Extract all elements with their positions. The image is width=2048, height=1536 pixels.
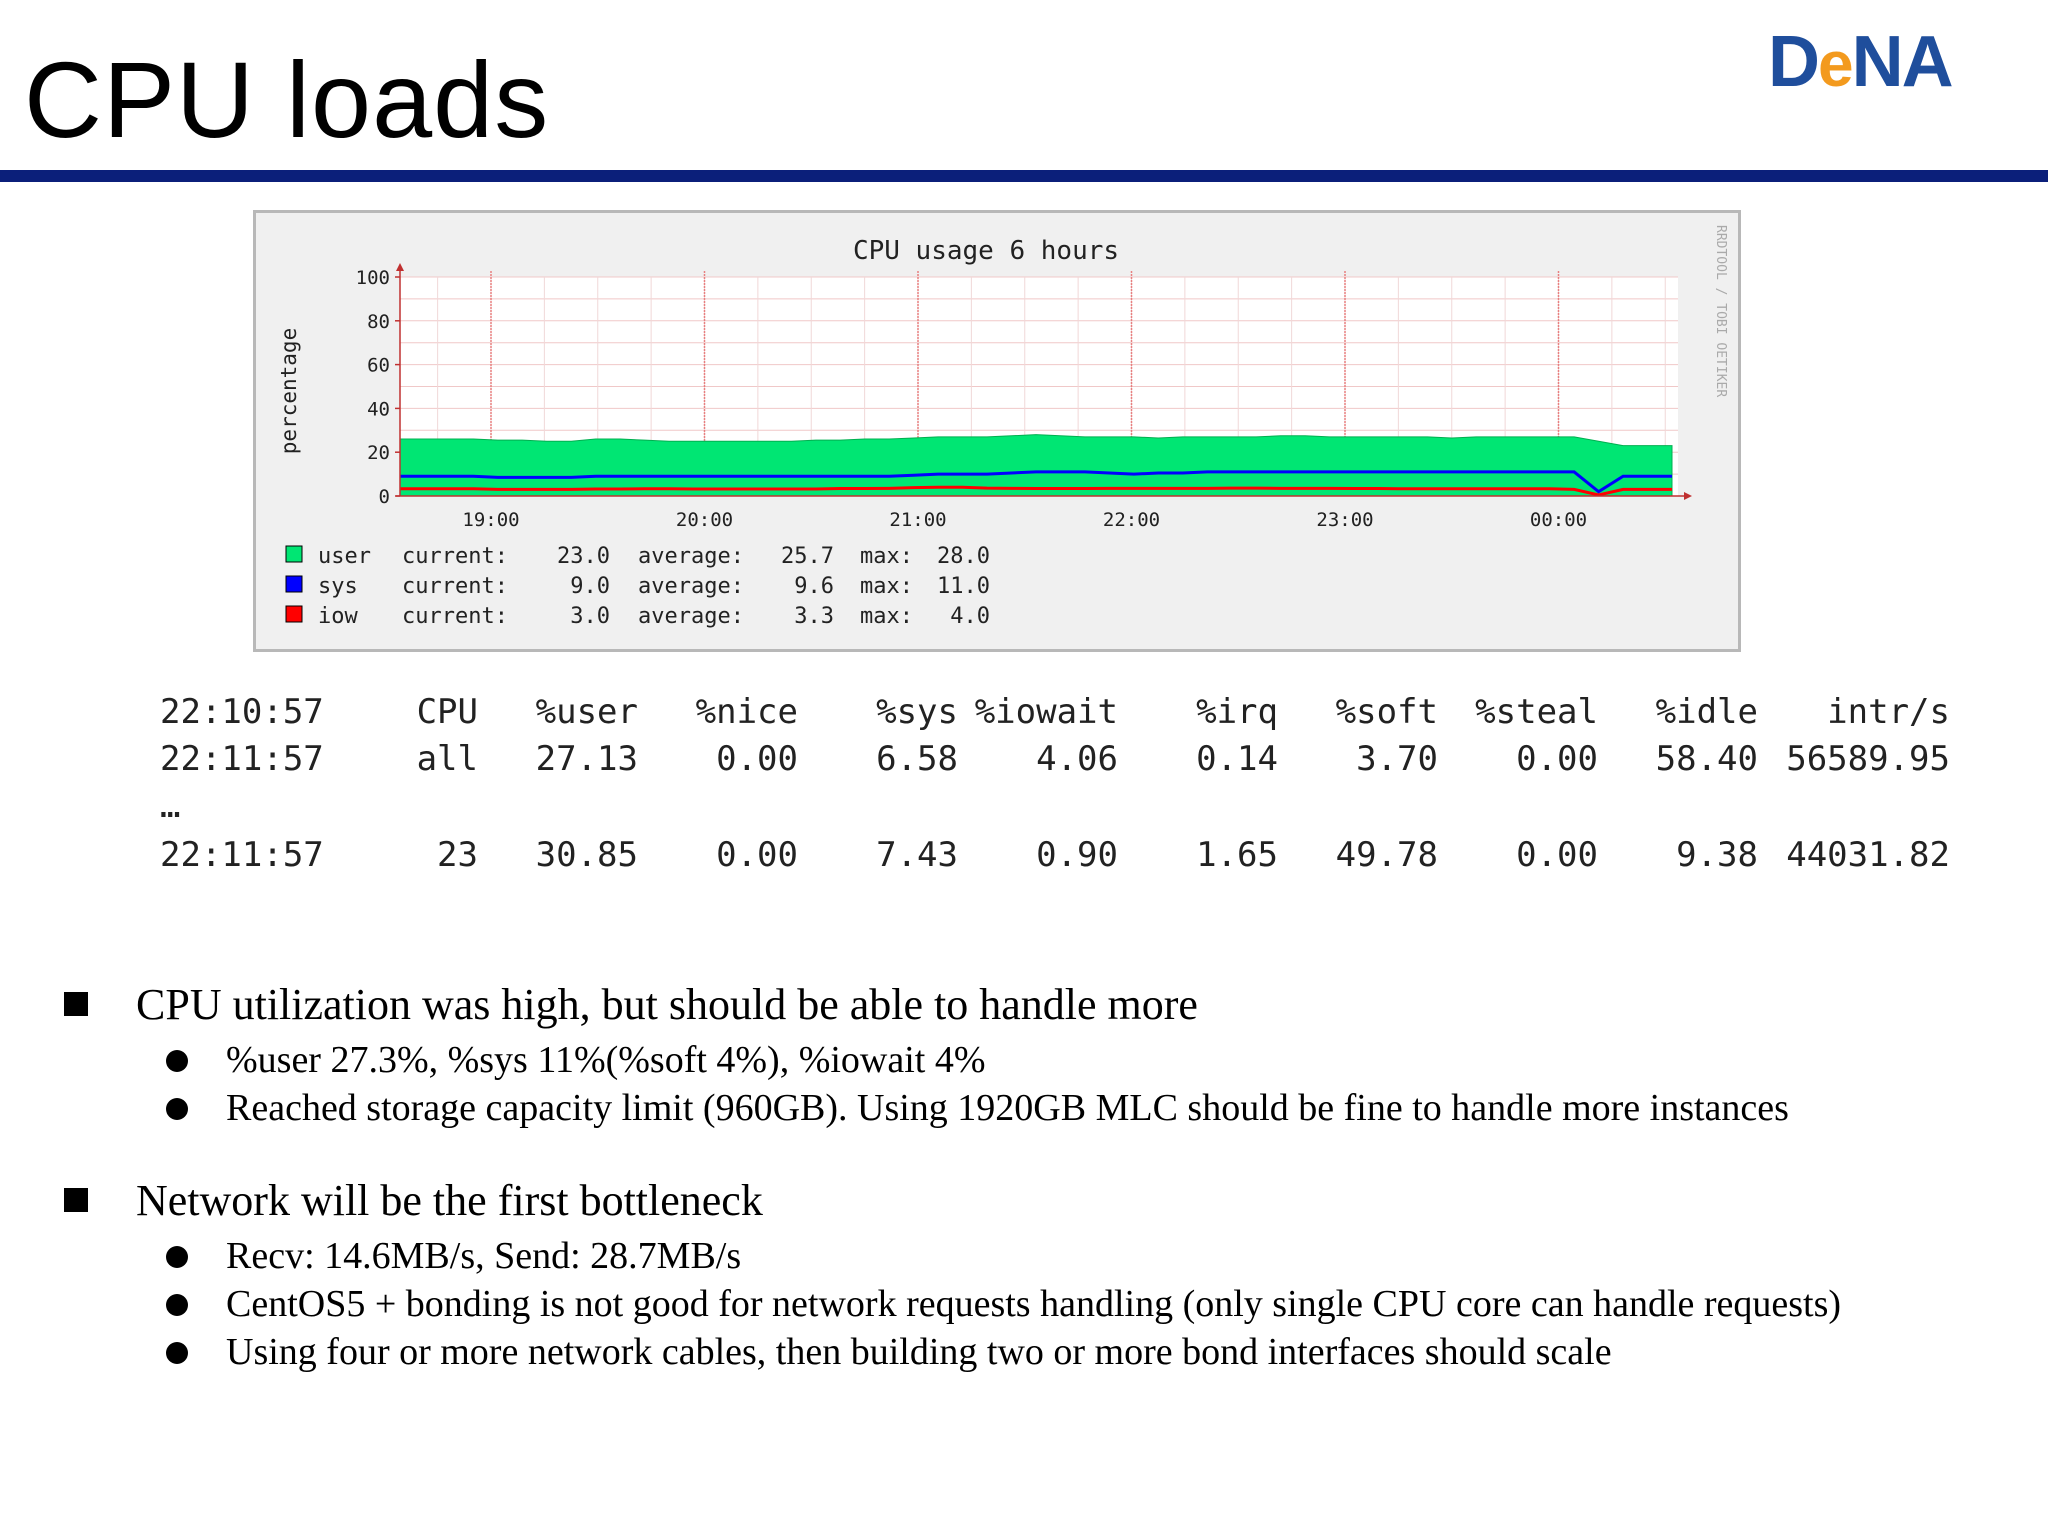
stats-cell: 4.06 [1036, 739, 1118, 779]
stats-cell: 27.13 [535, 739, 638, 779]
legend-swatch-iow [286, 606, 302, 622]
x-tick-label: 23:00 [1316, 509, 1374, 531]
round-bullet-icon [166, 1342, 188, 1364]
cpu-usage-chart [253, 210, 1741, 652]
bullet-list [60, 978, 2020, 1376]
sub-bullet-item [60, 1280, 2020, 1328]
stats-cell: 0.00 [1516, 835, 1598, 875]
legend-current-value: 23.0 [557, 544, 610, 569]
logo-part-na: NA [1851, 22, 1952, 102]
round-bullet-icon [166, 1246, 188, 1268]
legend-current-label: current: [402, 574, 508, 599]
sub-bullet-item [60, 1084, 2020, 1132]
round-bullet-icon [166, 1098, 188, 1120]
stats-cell: 0.00 [716, 835, 798, 875]
legend-current-label: current: [402, 604, 508, 629]
y-tick-label: 40 [367, 398, 390, 421]
stats-cell: 6.58 [876, 739, 958, 779]
logo-part-e: e [1818, 28, 1852, 100]
y-tick-label: 60 [367, 354, 390, 377]
stats-cell: %sys [876, 692, 958, 732]
stats-cell: … [160, 786, 181, 826]
stats-cell: %irq [1196, 692, 1278, 732]
title-divider [0, 170, 2048, 182]
legend-average-value: 3.3 [794, 604, 834, 629]
y-axis-arrow [396, 263, 404, 271]
stats-cell: 0.14 [1196, 739, 1278, 779]
sub-bullet-item [60, 1328, 2020, 1376]
x-tick-label: 20:00 [675, 509, 734, 531]
round-bullet-icon [166, 1050, 188, 1072]
bullet-gap [60, 1132, 2020, 1174]
y-tick-label: 80 [367, 310, 390, 333]
stats-cell: 44031.82 [1786, 835, 1950, 875]
stats-row [160, 786, 1960, 833]
legend-average-label: average: [638, 604, 744, 629]
legend-swatch-sys [286, 576, 302, 592]
dena-logo [1768, 22, 1952, 104]
sub-bullet-text: Recv: 14.6MB/s, Send: 28.7MB/s [226, 1235, 742, 1277]
x-tick-label: 21:00 [889, 509, 947, 531]
y-tick-label: 20 [367, 442, 390, 465]
square-bullet-icon [64, 1188, 88, 1212]
bullet-item [60, 1174, 2020, 1228]
stats-cell: %nice [695, 692, 798, 732]
stats-cell: CPU [416, 692, 478, 732]
round-bullet-icon [166, 1294, 188, 1316]
legend-average-value: 9.6 [794, 574, 834, 599]
bullet-item [60, 978, 2020, 1032]
legend-current-value: 9.0 [570, 574, 610, 599]
stats-cell: 7.43 [876, 835, 958, 875]
legend-current-label: current: [402, 544, 508, 569]
logo-part-d: D [1768, 22, 1818, 102]
sub-bullet-text: Using four or more network cables, then building two or more bond interfaces should scale [226, 1331, 1612, 1373]
sub-bullet-item [60, 1232, 2020, 1280]
stats-cell: intr/s [1827, 692, 1950, 732]
sub-bullet-text: Reached storage capacity limit (960GB). Using 1920GB MLC should be fine to handle more instances [226, 1087, 1789, 1129]
series-user-area [400, 435, 1672, 496]
sub-bullet-text: CentOS5 + bonding is not good for network requests handling (only single CPU core can handle requests) [226, 1283, 1842, 1325]
stats-cell: 22:10:57 [160, 692, 324, 732]
chart-watermark: RRDTOOL / TOBI OETIKER [1713, 225, 1728, 398]
legend-max-value: 4.0 [950, 604, 990, 629]
x-axis-arrow [1684, 492, 1692, 500]
legend-average-label: average: [638, 574, 744, 599]
stats-cell: 1.65 [1196, 835, 1278, 875]
stats-cell: 22:11:57 [160, 739, 324, 779]
y-tick-label: 100 [355, 267, 390, 289]
stats-cell: %iowait [974, 692, 1118, 732]
stats-cell: 9.38 [1676, 835, 1758, 875]
stats-cell: 49.78 [1335, 835, 1438, 875]
legend-current-value: 3.0 [570, 604, 610, 629]
legend-max-value: 11.0 [937, 574, 990, 599]
legend-max-label: max: [860, 604, 913, 629]
stats-cell: 0.00 [1516, 739, 1598, 779]
stats-cell: %soft [1335, 692, 1438, 732]
stats-cell: 0.00 [716, 739, 798, 779]
stats-cell: %steal [1475, 692, 1598, 732]
stats-cell: 23 [437, 835, 478, 875]
legend-max-value: 28.0 [937, 544, 990, 569]
legend-name: sys [318, 574, 358, 599]
bullet-text: CPU utilization was high, but should be able to handle more [136, 980, 1198, 1029]
chart-title: CPU usage 6 hours [852, 236, 1120, 266]
bullet-text: Network will be the first bottleneck [136, 1176, 763, 1225]
stats-cell: 56589.95 [1786, 739, 1950, 779]
stats-cell: 3.70 [1356, 739, 1438, 779]
stats-cell: 0.90 [1036, 835, 1118, 875]
x-tick-label: 00:00 [1529, 509, 1588, 531]
sub-bullet-item [60, 1036, 2020, 1084]
chart-canvas [256, 213, 1738, 649]
cpu-stats-table [160, 692, 1960, 882]
legend-name: iow [318, 604, 358, 629]
stats-cell: 22:11:57 [160, 835, 324, 875]
x-tick-label: 19:00 [462, 509, 520, 531]
legend-swatch-user [286, 546, 302, 562]
legend-max-label: max: [860, 544, 913, 569]
x-tick-label: 22:00 [1102, 509, 1161, 531]
stats-row [160, 739, 1960, 786]
y-axis-label: percentage [277, 327, 301, 455]
stats-cell: %idle [1655, 692, 1758, 732]
stats-row [160, 835, 1960, 882]
stats-cell: 30.85 [535, 835, 638, 875]
stats-cell: 58.40 [1655, 739, 1758, 779]
legend-max-label: max: [860, 574, 913, 599]
legend-name: user [318, 544, 371, 569]
stats-header-row [160, 692, 1960, 739]
stats-cell: all [416, 739, 478, 779]
legend-average-value: 25.7 [781, 544, 834, 569]
legend-average-label: average: [638, 544, 744, 569]
square-bullet-icon [64, 992, 88, 1016]
page-title: CPU loads [24, 39, 550, 160]
stats-cell: %user [535, 692, 638, 732]
sub-bullet-text: %user 27.3%, %sys 11%(%soft 4%), %iowait 4% [226, 1039, 986, 1081]
y-tick-label: 0 [378, 486, 390, 508]
